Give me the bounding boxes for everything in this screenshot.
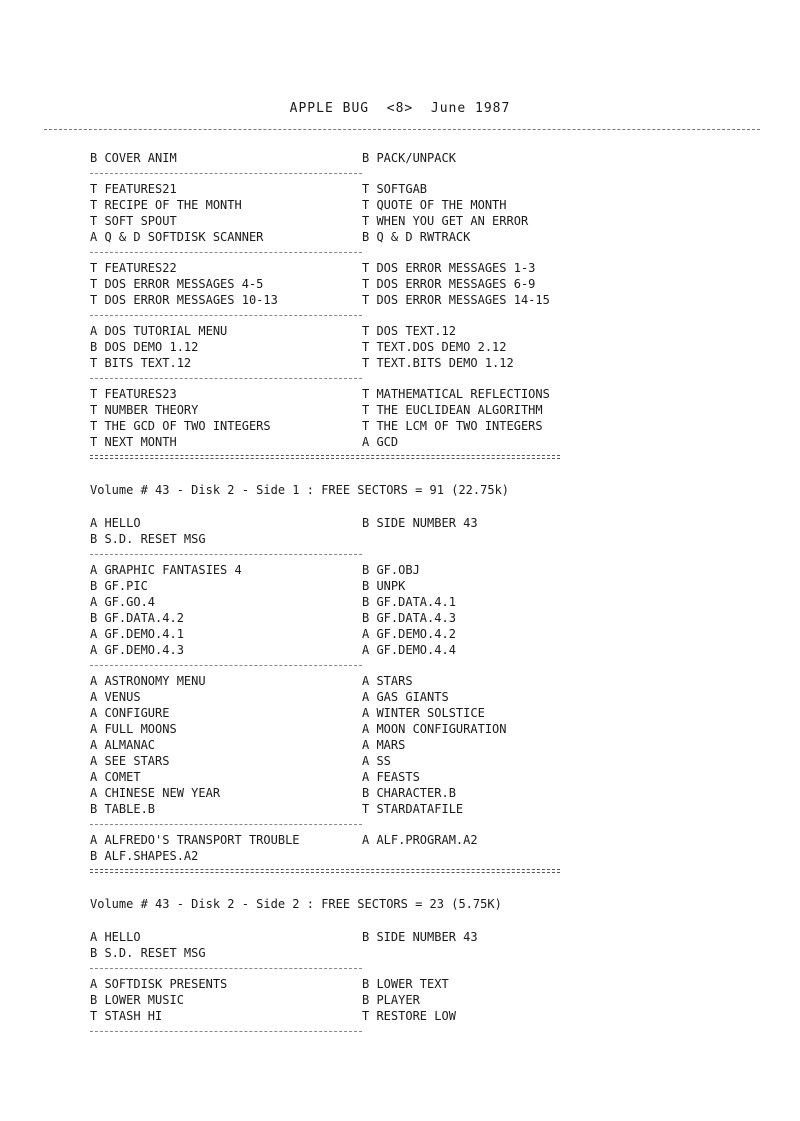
file-row: [90, 594, 590, 610]
file-row: [90, 150, 590, 166]
file-entry: B LOWER TEXT: [362, 977, 449, 991]
file-entry: A ALF.PROGRAM.A2: [362, 833, 478, 847]
file-row: [90, 418, 590, 434]
file-entry: T SOFTGAB: [362, 182, 428, 196]
file-group: [90, 832, 590, 864]
file-entry: T FEATURES21: [90, 182, 177, 196]
page-header: APPLE BUG <8> June 1987: [289, 101, 511, 116]
file-entry: A CONFIGURE: [90, 706, 170, 720]
file-entry: T NEXT MONTH: [90, 435, 177, 449]
file-entry: A SEE STARS: [90, 754, 170, 768]
file-row: [90, 848, 590, 864]
file-row: [90, 213, 590, 229]
file-entry: T RECIPE OF THE MONTH: [90, 198, 242, 212]
double-separator-line: [90, 450, 590, 465]
file-entry: A STARS: [362, 674, 413, 688]
file-entry: B S.D. RESET MSG: [90, 532, 206, 546]
file-row: [90, 260, 590, 276]
file-entry: B GF.DATA.4.3: [362, 611, 456, 625]
file-entry: B CHARACTER.B: [362, 786, 456, 800]
file-entry: T DOS ERROR MESSAGES 10-13: [90, 293, 278, 307]
file-entry: T THE EUCLIDEAN ALGORITHM: [362, 403, 543, 417]
file-row: [90, 626, 590, 642]
file-entry: T MATHEMATICAL REFLECTIONS: [362, 387, 550, 401]
file-entry: A GCD: [362, 435, 399, 449]
file-entry: A FULL MOONS: [90, 722, 177, 736]
file-entry: B COVER ANIM: [90, 151, 177, 165]
file-entry: [362, 531, 590, 547]
file-entry: A GAS GIANTS: [362, 690, 449, 704]
file-entry: A COMET: [90, 770, 141, 784]
file-row: [90, 753, 590, 769]
file-group: [90, 386, 590, 450]
file-entry: A Q & D SOFTDISK SCANNER: [90, 230, 264, 244]
file-entry: B GF.PIC: [90, 579, 148, 593]
file-entry: A MOON CONFIGURATION: [362, 722, 507, 736]
file-entry: T DOS ERROR MESSAGES 1-3: [362, 261, 536, 275]
file-row: [90, 929, 590, 945]
file-entry: T FEATURES23: [90, 387, 177, 401]
file-row: [90, 531, 590, 547]
file-row: [90, 197, 590, 213]
volume-heading: Volume # 43 - Disk 2 - Side 1 : FREE SECTORS = 91 (22.75k): [90, 483, 510, 497]
file-row: [90, 386, 590, 402]
file-entry: B LOWER MUSIC: [90, 993, 184, 1007]
file-entry: B PACK/UNPACK: [362, 151, 456, 165]
file-entry: T SOFT SPOUT: [90, 214, 177, 228]
file-entry: B GF.OBJ: [362, 563, 420, 577]
separator-line: [90, 166, 590, 181]
file-row: [90, 642, 590, 658]
file-entry: T DOS ERROR MESSAGES 4-5: [90, 277, 264, 291]
file-entry: T THE GCD OF TWO INTEGERS: [90, 419, 271, 433]
file-listing: [90, 150, 590, 1039]
file-entry: T RESTORE LOW: [362, 1009, 456, 1023]
file-entry: A FEASTS: [362, 770, 420, 784]
file-entry: A MARS: [362, 738, 406, 752]
file-row: [90, 1008, 590, 1024]
file-entry: T STARDATAFILE: [362, 802, 464, 816]
file-entry: A ALFREDO'S TRANSPORT TROUBLE: [90, 833, 300, 847]
file-entry: A GF.DEMO.4.1: [90, 627, 184, 641]
file-entry: A HELLO: [90, 930, 141, 944]
file-entry: B GF.DATA.4.2: [90, 611, 184, 625]
file-group: [90, 260, 590, 308]
file-group: [90, 181, 590, 245]
file-row: [90, 515, 590, 531]
file-entry: T DOS ERROR MESSAGES 14-15: [362, 293, 550, 307]
file-row: [90, 976, 590, 992]
file-row: [90, 721, 590, 737]
file-entry: T FEATURES22: [90, 261, 177, 275]
file-row: [90, 229, 590, 245]
file-entry: A WINTER SOLSTICE: [362, 706, 485, 720]
file-row: [90, 323, 590, 339]
file-row: [90, 181, 590, 197]
file-row: [90, 737, 590, 753]
file-entry: T TEXT.DOS DEMO 2.12: [362, 340, 507, 354]
file-row: [90, 402, 590, 418]
file-group: [90, 929, 590, 961]
file-row: [90, 785, 590, 801]
file-entry: B PLAYER: [362, 993, 420, 1007]
file-entry: A GF.DEMO.4.2: [362, 627, 456, 641]
file-entry: T BITS TEXT.12: [90, 356, 192, 370]
file-row: [90, 292, 590, 308]
file-group: [90, 323, 590, 371]
separator-line: [90, 1024, 590, 1039]
file-entry: A GF.DEMO.4.4: [362, 643, 456, 657]
file-row: [90, 562, 590, 578]
file-entry: A VENUS: [90, 690, 141, 704]
separator-line: [90, 371, 590, 386]
file-entry: A DOS TUTORIAL MENU: [90, 324, 228, 338]
file-entry: T THE LCM OF TWO INTEGERS: [362, 419, 543, 433]
double-separator-line: [90, 864, 590, 879]
file-group: [90, 562, 590, 658]
file-row: [90, 801, 590, 817]
file-entry: T TEXT.BITS DEMO 1.12: [362, 356, 514, 370]
file-group: [90, 673, 590, 817]
file-row: [90, 945, 590, 961]
file-entry: A ALMANAC: [90, 738, 156, 752]
file-entry: T QUOTE OF THE MONTH: [362, 198, 507, 212]
file-entry: T NUMBER THEORY: [90, 403, 199, 417]
file-entry: T DOS ERROR MESSAGES 6-9: [362, 277, 536, 291]
file-group: [90, 150, 590, 166]
file-entry: A SOFTDISK PRESENTS: [90, 977, 228, 991]
file-entry: [362, 848, 590, 864]
file-entry: A GF.GO.4: [90, 595, 156, 609]
file-row: [90, 832, 590, 848]
volume-heading: Volume # 43 - Disk 2 - Side 2 : FREE SECTORS = 23 (5.75K): [90, 897, 502, 911]
file-entry: B Q & D RWTRACK: [362, 230, 471, 244]
separator-line: [90, 961, 590, 976]
file-entry: T DOS TEXT.12: [362, 324, 456, 338]
header-rule: [44, 129, 760, 130]
separator-line: [90, 817, 590, 832]
file-entry: B S.D. RESET MSG: [90, 946, 206, 960]
file-group: [90, 515, 590, 547]
file-row: [90, 992, 590, 1008]
file-entry: A SS: [362, 754, 391, 768]
separator-line: [90, 658, 590, 673]
file-entry: B UNPK: [362, 579, 406, 593]
file-entry: B TABLE.B: [90, 802, 156, 816]
file-entry: A CHINESE NEW YEAR: [90, 786, 221, 800]
file-entry: B GF.DATA.4.1: [362, 595, 456, 609]
file-entry: B SIDE NUMBER 43: [362, 516, 478, 530]
file-entry: T STASH HI: [90, 1009, 163, 1023]
file-row: [90, 673, 590, 689]
separator-line: [90, 245, 590, 260]
file-entry: A ASTRONOMY MENU: [90, 674, 206, 688]
separator-line: [90, 308, 590, 323]
file-row: [90, 610, 590, 626]
file-group: [90, 976, 590, 1024]
file-row: [90, 769, 590, 785]
file-row: [90, 339, 590, 355]
file-entry: B DOS DEMO 1.12: [90, 340, 199, 354]
separator-line: [90, 547, 590, 562]
file-entry: B ALF.SHAPES.A2: [90, 849, 199, 863]
file-row: [90, 434, 590, 450]
file-row: [90, 705, 590, 721]
file-entry: B SIDE NUMBER 43: [362, 930, 478, 944]
file-row: [90, 578, 590, 594]
file-entry: [362, 945, 590, 961]
file-row: [90, 355, 590, 371]
file-row: [90, 689, 590, 705]
file-entry: A HELLO: [90, 516, 141, 530]
file-entry: A GRAPHIC FANTASIES 4: [90, 563, 242, 577]
file-entry: T WHEN YOU GET AN ERROR: [362, 214, 529, 228]
file-row: [90, 276, 590, 292]
file-entry: A GF.DEMO.4.3: [90, 643, 184, 657]
